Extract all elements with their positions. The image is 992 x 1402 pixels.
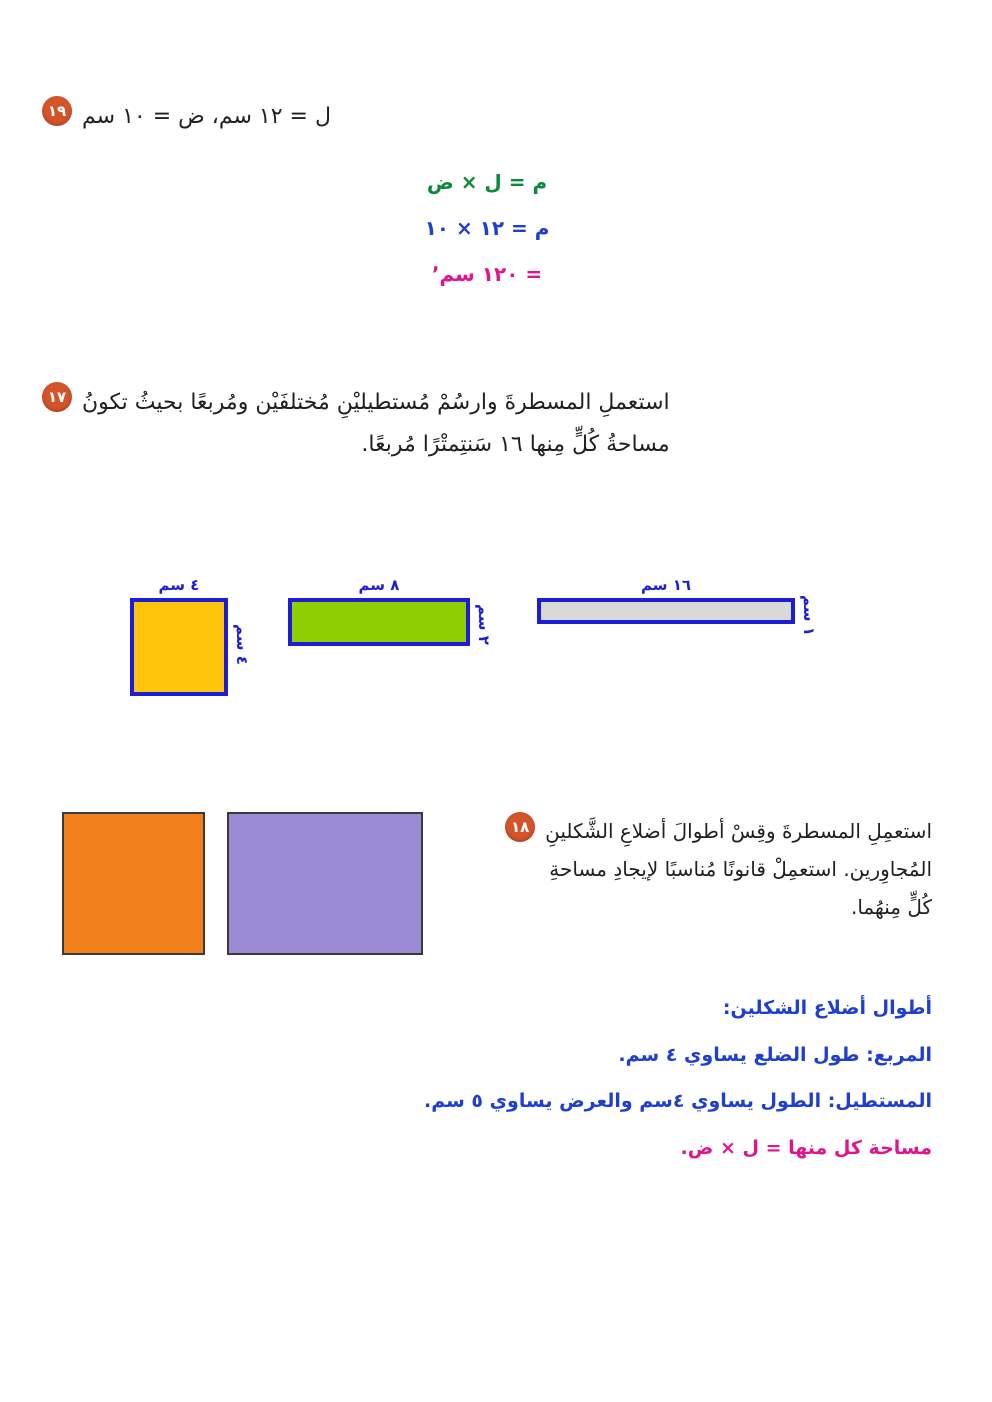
exercise-17 [42, 382, 932, 466]
figure-rect16-top-label: ١٦ سم [640, 576, 692, 594]
answer-heading: أطوال أضلاع الشكلين: [722, 997, 932, 1019]
figure-rectangle-8x2 [288, 576, 493, 646]
figure-rect8-side-label: ٢ سم [475, 604, 493, 645]
exercise-18-answers [42, 985, 932, 1171]
question-number-18: ١٨ [505, 812, 535, 842]
question-number-19: ١٩ [42, 96, 72, 126]
figure-square-side-label: ٤ سم [233, 624, 251, 665]
exercise-18-statement-line-1: استعمِلِ المسطرةَ وقِسْ أطوالَ أضلاعِ الشَّكلينِ [545, 819, 932, 843]
exercise-17-statement-line-1: استعملِ المسطرةَ وارسُمْ مُستطيليْنِ مُختلفَيْن ومُربعًا بحيثُ تكونُ [82, 390, 670, 415]
figure-rect8-top-label: ٨ سم [358, 576, 400, 594]
solution-step-substitution: م = ١٢ × ١٠ [424, 215, 550, 240]
exercise-19-solution [42, 159, 932, 297]
figure-rect16-shape [537, 598, 795, 624]
figure-square-4x4 [130, 576, 251, 696]
exercise-17-figures [0, 565, 992, 715]
orange-square-figure [62, 812, 205, 955]
figure-square-top-label: ٤ سم [158, 576, 200, 594]
figure-rect8-shape [288, 598, 470, 646]
solution-step-result: = ١٢٠ سم٬ [431, 261, 543, 286]
exercise-18-statement [545, 812, 932, 926]
exercise-17-header [42, 382, 932, 466]
answer-square-side: المربع: طول الضلع يساوي ٤ سم. [618, 1043, 932, 1066]
answer-rectangle-dimensions: المستطيل: الطول يساوي ٤سم والعرض يساوي ٥ سم. [424, 1090, 932, 1113]
exercise-18 [452, 812, 932, 926]
answer-area-formula: مساحة كل منها = ل × ض. [680, 1136, 932, 1159]
question-number-17: ١٧ [42, 382, 72, 412]
exercise-17-statement [82, 382, 670, 466]
exercise-19 [42, 96, 932, 297]
exercise-18-statement-line-3: كُلٍّ مِنهُما. [850, 895, 932, 919]
exercise-18-header [452, 812, 932, 926]
exercise-17-statement-line-2: مساحةُ كُلٍّ مِنها ١٦ سَنتِمتْرًا مُربعًا. [361, 431, 670, 457]
solution-step-formula: م = ل × ض [426, 169, 548, 194]
exercise-18-figures [62, 812, 423, 955]
exercise-19-statement: ل = ١٢ سم، ض = ١٠ سم [82, 104, 331, 129]
exercise-19-header [42, 96, 932, 137]
figure-square-shape [130, 598, 228, 696]
exercise-18-statement-line-2: المُجاوِرين. استعمِلْ قانونًا مُناسبًا لإيجادِ مساحةِ [549, 857, 932, 881]
purple-rectangle-figure [227, 812, 423, 955]
figure-rectangle-16x1 [537, 576, 818, 636]
figure-rect16-side-label: ١ سم [800, 595, 818, 636]
